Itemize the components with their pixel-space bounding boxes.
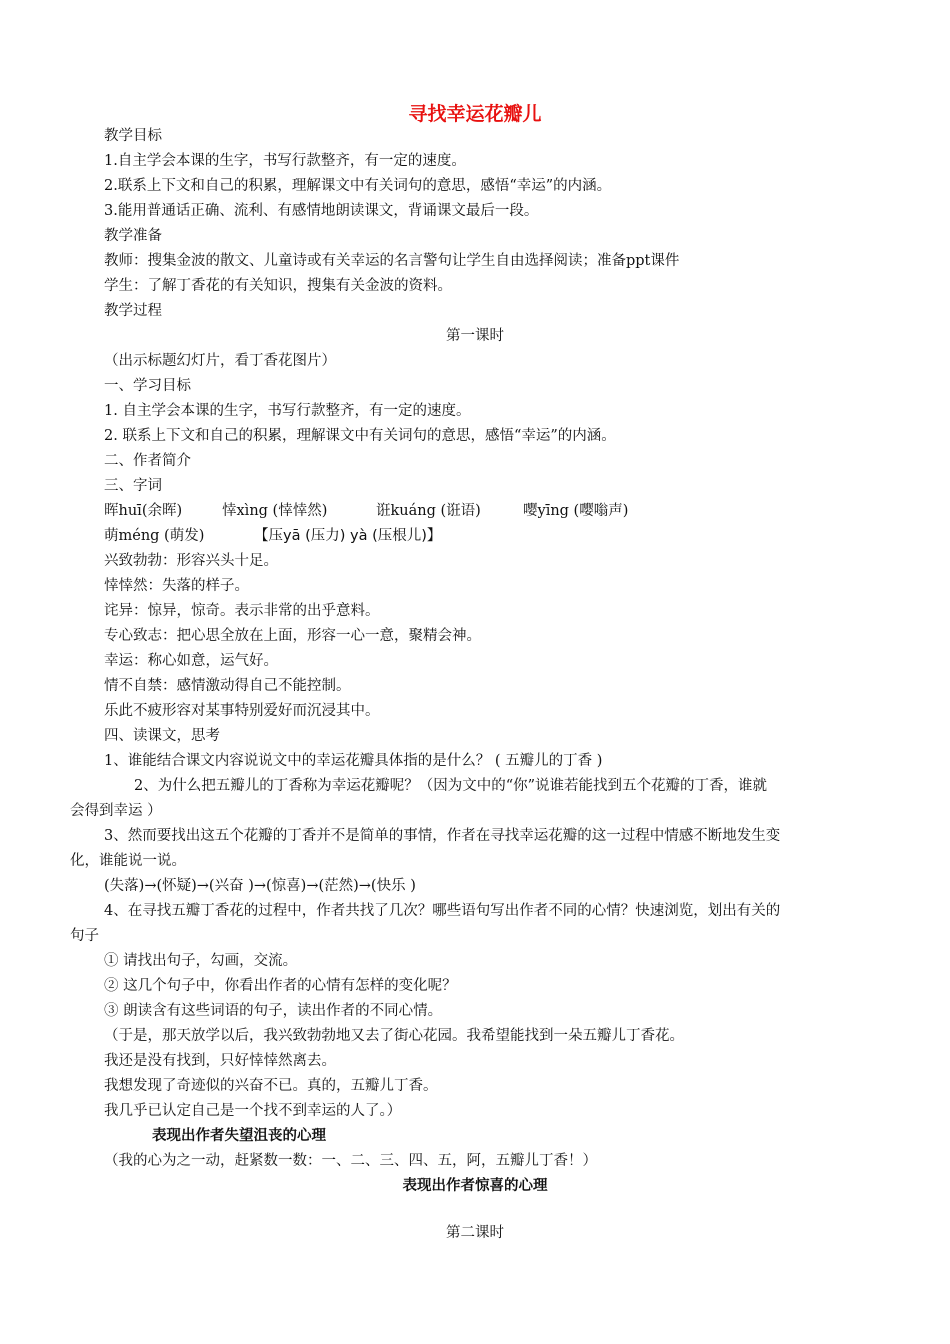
- question-4-step: ② 这几个句子中，你看出作者的心情有怎样的变化呢？: [104, 978, 457, 994]
- slide-note: （出示标题幻灯片，看丁香花图片）: [104, 353, 336, 369]
- prep-heading: 教学准备: [104, 228, 162, 244]
- definition: 诧异：惊异，惊奇。表示非常的出乎意料。: [104, 603, 380, 619]
- section3-heading: 三、字词: [104, 478, 162, 494]
- question-4-step: ③ 朗读含有这些词语的句子，读出作者的不同心情。: [104, 1003, 443, 1019]
- goal-item: 2.联系上下文和自己的积累，理解课文中有关词句的意思，感悟“幸运”的内涵。: [104, 178, 612, 194]
- document-title: 寻找幸运花瓣儿: [408, 103, 542, 125]
- question-4: 4、在寻找五瓣丁香花的过程中，作者共找了几次？哪些语句写出作者不同的心情？快速浏览，划出有关的: [104, 903, 781, 919]
- definition: 悻悻然：失落的样子。: [104, 578, 249, 594]
- question-2: 2、为什么把五瓣儿的丁香称为幸运花瓣呢？（因为文中的“你”说谁若能找到五个花瓣的丁香，谁就: [134, 778, 768, 794]
- definition: 幸运：称心如意，运气好。: [104, 653, 278, 669]
- section1-item: 2. 联系上下文和自己的积累，理解课文中有关词句的意思，感悟“幸运”的内涵。: [104, 428, 616, 444]
- section1-item: 1. 自主学会本课的生字，书写行款整齐，有一定的速度。: [104, 403, 471, 419]
- chars-row: [104, 524, 441, 548]
- definition: 乐此不疲形容对某事特别爱好而沉浸其中。: [104, 703, 380, 719]
- prep-item: 学生：了解丁香花的有关知识，搜集有关金波的资料。: [104, 278, 452, 294]
- section2-heading: 二、作者简介: [104, 453, 191, 469]
- goal-item: 3.能用普通话正确、流利、有感情地朗读课文，背诵课文最后一段。: [104, 203, 539, 219]
- char-entry: 【压yā (压力) yà (压根儿)】: [254, 528, 442, 544]
- definition: 兴致勃勃：形容兴头十足。: [104, 553, 278, 569]
- question-3-cont: 化，谁能说一说。: [70, 853, 186, 869]
- definition: 情不自禁：感情激动得自己不能控制。: [104, 678, 351, 694]
- char-entry: 诳kuáng (诳语): [376, 503, 481, 519]
- goal-item: 1.自主学会本课的生字，书写行款整齐，有一定的速度。: [104, 153, 466, 169]
- process-heading: 教学过程: [104, 303, 162, 319]
- quote-count: （我的心为之一动，赶紧数一数：一、二、三、四、五，阿，五瓣儿丁香！）: [104, 1153, 597, 1169]
- question-2-cont: 会得到幸运 ）: [70, 803, 162, 819]
- section1-heading: 一、学习目标: [104, 378, 191, 394]
- char-entry: 晖huī(余晖): [104, 503, 183, 519]
- emotion-chain: (失落)→(怀疑)→(兴奋 )→(惊喜)→(茫然)→(快乐 ): [104, 878, 416, 894]
- definition: 专心致志：把心思全放在上面，形容一心一意，聚精会神。: [104, 628, 481, 644]
- question-4-step: ① 请找出句子，勾画，交流。: [104, 953, 298, 969]
- char-entry: 萌méng (萌发): [104, 528, 205, 544]
- goals-heading: 教学目标: [104, 128, 162, 144]
- summary-disappointment: 表现出作者失望沮丧的心理: [152, 1128, 326, 1144]
- char-entry: 嘤yīng (嘤嗡声): [523, 503, 629, 519]
- question-1: 1、谁能结合课文内容说说文中的幸运花瓣具体指的是什么？ ( 五瓣儿的丁香 ): [104, 753, 603, 769]
- section4-heading: 四、读课文，思考: [104, 728, 220, 744]
- char-entry: 悻xìng (悻悻然): [222, 503, 328, 519]
- quote-line: 我几乎已认定自己是一个找不到幸运的人了。）: [104, 1103, 402, 1119]
- quote-line: 我想发现了奇迹似的兴奋不已。真的，五瓣儿丁香。: [104, 1078, 438, 1094]
- question-3: 3、然而要找出这五个花瓣的丁香并不是简单的事情，作者在寻找幸运花瓣的这一过程中情感不断地发生变: [104, 828, 781, 844]
- summary-surprise: 表现出作者惊喜的心理: [402, 1178, 548, 1194]
- quote-line: 我还是没有找到，只好悻悻然离去。: [104, 1053, 336, 1069]
- quote-line: （于是，那天放学以后，我兴致勃勃地又去了街心花园。我希望能找到一朵五瓣儿丁香花。: [104, 1028, 684, 1044]
- chars-row: [104, 499, 628, 523]
- lesson1-heading: 第一课时: [446, 328, 504, 344]
- lesson2-heading: 第二课时: [446, 1225, 504, 1241]
- prep-item: 教师：搜集金波的散文、儿童诗或有关幸运的名言警句让学生自由选择阅读；准备ppt课件: [104, 253, 680, 269]
- question-4-cont: 句子: [70, 928, 99, 944]
